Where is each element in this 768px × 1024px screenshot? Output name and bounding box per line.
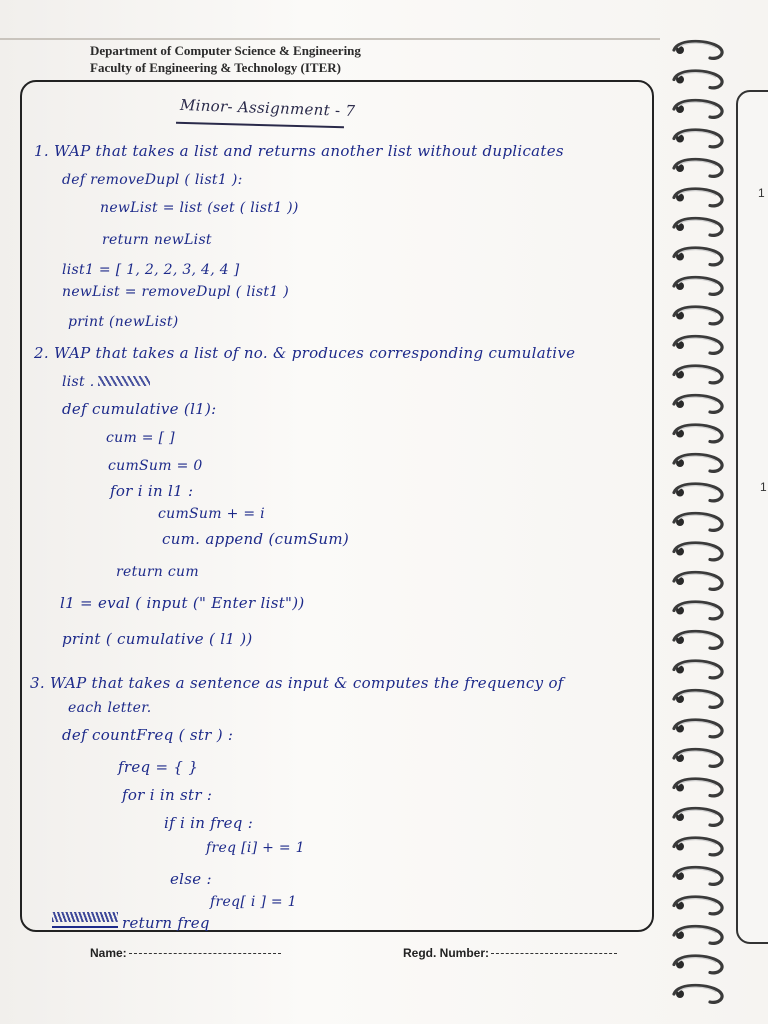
code-line: else :	[170, 870, 212, 888]
question-3: 3. WAP that takes a sentence as input & computes the frequency of	[30, 674, 564, 692]
faculty-line: Faculty of Engineering & Technology (ITER)	[90, 60, 341, 75]
name-blank-line	[129, 953, 281, 954]
question-2-continued: list .	[62, 374, 95, 390]
question-2: 2. WAP that takes a list of no. & produces corresponding cumulative	[34, 344, 576, 362]
code-line: def removeDupl ( list1 ):	[62, 172, 243, 188]
spiral-binding	[660, 30, 768, 1020]
code-line: for i in l1 :	[110, 482, 194, 500]
binding-coil	[674, 691, 722, 708]
code-line: def countFreq ( str ) :	[62, 726, 234, 744]
binding-coil	[674, 101, 722, 118]
binding-coil	[674, 602, 722, 619]
name-field	[90, 946, 281, 960]
code-line: l1 = eval ( input (" Enter list"))	[60, 594, 305, 612]
crossed-out-word	[52, 912, 118, 922]
code-line: list1 = [ 1, 2, 2, 3, 4, 4 ]	[62, 262, 240, 278]
binding-coil	[674, 543, 722, 560]
binding-coil	[674, 927, 722, 944]
question-1: 1. WAP that takes a list and returns another list without duplicates	[34, 142, 564, 160]
binding-coil	[674, 779, 722, 796]
binding-coil	[674, 130, 722, 147]
crossed-out-word	[98, 376, 150, 386]
binding-coil	[674, 809, 722, 826]
binding-coil	[674, 750, 722, 767]
binding-coil	[674, 661, 722, 678]
page-top-rule	[0, 38, 660, 40]
binding-coil	[674, 897, 722, 914]
assignment-title-text: Minor- Assignment - 7	[179, 95, 356, 121]
page-header	[90, 42, 361, 76]
code-line: cum = [ ]	[106, 430, 175, 446]
binding-coil	[674, 366, 722, 383]
code-line: def cumulative (l1):	[62, 400, 217, 418]
code-line: cumSum = 0	[108, 458, 203, 474]
binding-coil	[674, 219, 722, 236]
code-line: newList = list (set ( list1 ))	[100, 200, 299, 216]
binding-coil	[674, 484, 722, 501]
binding-coil	[674, 632, 722, 649]
question-3-continued: each letter.	[68, 700, 152, 716]
binding-coil	[674, 838, 722, 855]
binding-coil	[674, 455, 722, 472]
code-line: freq[ i ] = 1	[210, 894, 297, 910]
code-line: freq [i] + = 1	[206, 840, 305, 856]
binding-coil	[674, 986, 722, 1003]
code-line: for i in str :	[122, 786, 213, 804]
binding-coil	[674, 956, 722, 973]
binding-coil	[674, 71, 722, 88]
department-line: Department of Computer Science & Engineering	[90, 43, 361, 58]
adjacent-page-number: 1	[760, 480, 767, 494]
name-label: Name:	[90, 946, 127, 960]
code-line: return cum	[116, 564, 199, 580]
regd-number-field	[403, 946, 617, 960]
binding-coil	[674, 278, 722, 295]
binding-coil	[674, 868, 722, 885]
binding-coil	[674, 425, 722, 442]
binding-coil	[674, 720, 722, 737]
binding-coil	[674, 160, 722, 177]
regd-number-label: Regd. Number:	[403, 946, 490, 960]
code-line: cumSum + = i	[158, 506, 265, 522]
code-line: print (newList)	[68, 314, 179, 330]
binding-coil	[674, 189, 722, 206]
code-line: return freq	[122, 914, 210, 932]
binding-coil	[674, 307, 722, 324]
regd-number-blank-line	[491, 953, 617, 954]
binding-coil	[674, 337, 722, 354]
adjacent-page-number: 1	[758, 186, 765, 200]
binding-coil	[674, 573, 722, 590]
code-line: freq = { }	[118, 758, 199, 776]
binding-coil	[674, 514, 722, 531]
code-line: cum. append (cumSum)	[162, 530, 350, 548]
binding-coil	[674, 248, 722, 265]
binding-coil	[674, 396, 722, 413]
code-line: return newList	[102, 232, 212, 248]
binding-coil	[674, 42, 722, 59]
strike-underline	[52, 926, 118, 928]
code-line: if i in freq :	[164, 814, 254, 832]
code-line: print ( cumulative ( l1 ))	[62, 630, 253, 648]
code-line: newList = removeDupl ( list1 )	[62, 284, 290, 300]
